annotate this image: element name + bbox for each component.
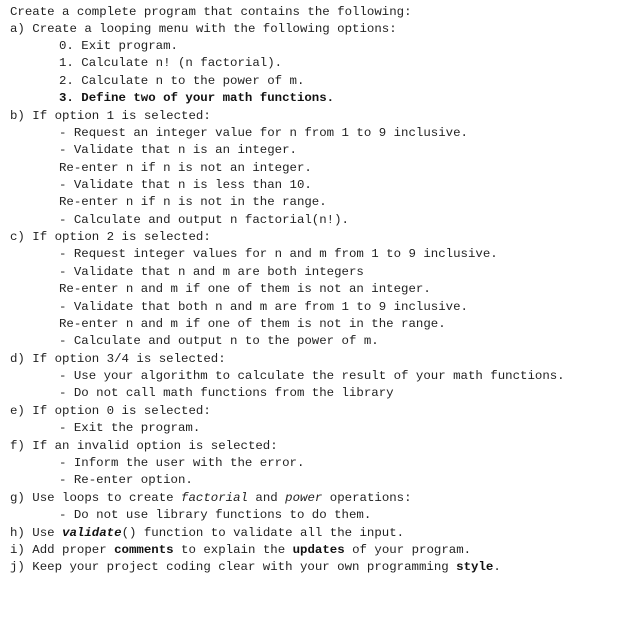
section-i-line	[10, 542, 471, 559]
section-d-line: - Do not call math functions from the library	[59, 386, 394, 400]
section-d-heading: d) If option 3/4 is selected:	[10, 352, 226, 366]
section-d-line: - Use your algorithm to calculate the result of your math functions.	[59, 369, 565, 383]
section-c-line: - Calculate and output n to the power of m.	[59, 334, 379, 348]
section-c-line: Re-enter n and m if one of them is not an integer.	[59, 282, 431, 296]
section-g-line: - Do not use library functions to do them.	[59, 508, 372, 522]
section-e-heading: e) If option 0 is selected:	[10, 404, 211, 418]
section-b-heading: b) If option 1 is selected:	[10, 109, 211, 123]
section-c-line: Re-enter n and m if one of them is not in the range.	[59, 317, 446, 331]
section-b-line: - Validate that n is less than 10.	[59, 178, 312, 192]
g-pre: g) Use loops to create	[10, 491, 182, 505]
menu-option-0: 0. Exit program.	[59, 39, 178, 53]
intro-line: Create a complete program that contains the following:	[10, 5, 412, 19]
section-e-line: - Exit the program.	[59, 421, 201, 435]
section-j-line	[10, 559, 501, 576]
j-post: .	[493, 560, 501, 574]
h-validate: validate	[62, 526, 122, 540]
section-h-line	[10, 525, 404, 542]
section-g-heading	[10, 490, 412, 507]
h-post: () function to validate all the input.	[121, 526, 405, 540]
h-pre: h) Use	[10, 526, 63, 540]
section-b-line: - Request an integer value for n from 1 to 9 inclusive.	[59, 126, 468, 140]
section-c-line: - Validate that both n and m are from 1 to 9 inclusive.	[59, 300, 468, 314]
g-power: power	[285, 491, 323, 505]
i-post: of your program.	[344, 543, 472, 557]
i-comments: comments	[114, 543, 174, 557]
i-mid: to explain the	[173, 543, 293, 557]
g-factorial: factorial	[181, 491, 248, 505]
menu-option-3: 3. Define two of your math functions.	[59, 91, 335, 105]
assignment-document	[10, 2, 565, 618]
section-b-line: Re-enter n if n is not in the range.	[59, 195, 327, 209]
section-c-heading: c) If option 2 is selected:	[10, 230, 211, 244]
j-style: style	[456, 560, 494, 574]
section-c-line: - Validate that n and m are both integers	[59, 265, 364, 279]
j-pre: j) Keep your project coding clear with your own programming	[10, 560, 457, 574]
i-pre: i) Add proper	[10, 543, 115, 557]
menu-option-1: 1. Calculate n! (n factorial).	[59, 56, 283, 70]
g-post: operations:	[322, 491, 412, 505]
section-b-line: - Validate that n is an integer.	[59, 143, 297, 157]
g-and: and	[247, 491, 286, 505]
section-b-line: Re-enter n if n is not an integer.	[59, 161, 312, 175]
section-f-heading: f) If an invalid option is selected:	[10, 439, 278, 453]
section-a-heading: a) Create a looping menu with the following options:	[10, 22, 397, 36]
menu-option-2: 2. Calculate n to the power of m.	[59, 74, 305, 88]
i-updates: updates	[292, 543, 345, 557]
section-f-line: - Re-enter option.	[59, 473, 193, 487]
section-b-line: - Calculate and output n factorial(n!).	[59, 213, 349, 227]
section-f-line: - Inform the user with the error.	[59, 456, 305, 470]
section-c-line: - Request integer values for n and m from 1 to 9 inclusive.	[59, 247, 498, 261]
